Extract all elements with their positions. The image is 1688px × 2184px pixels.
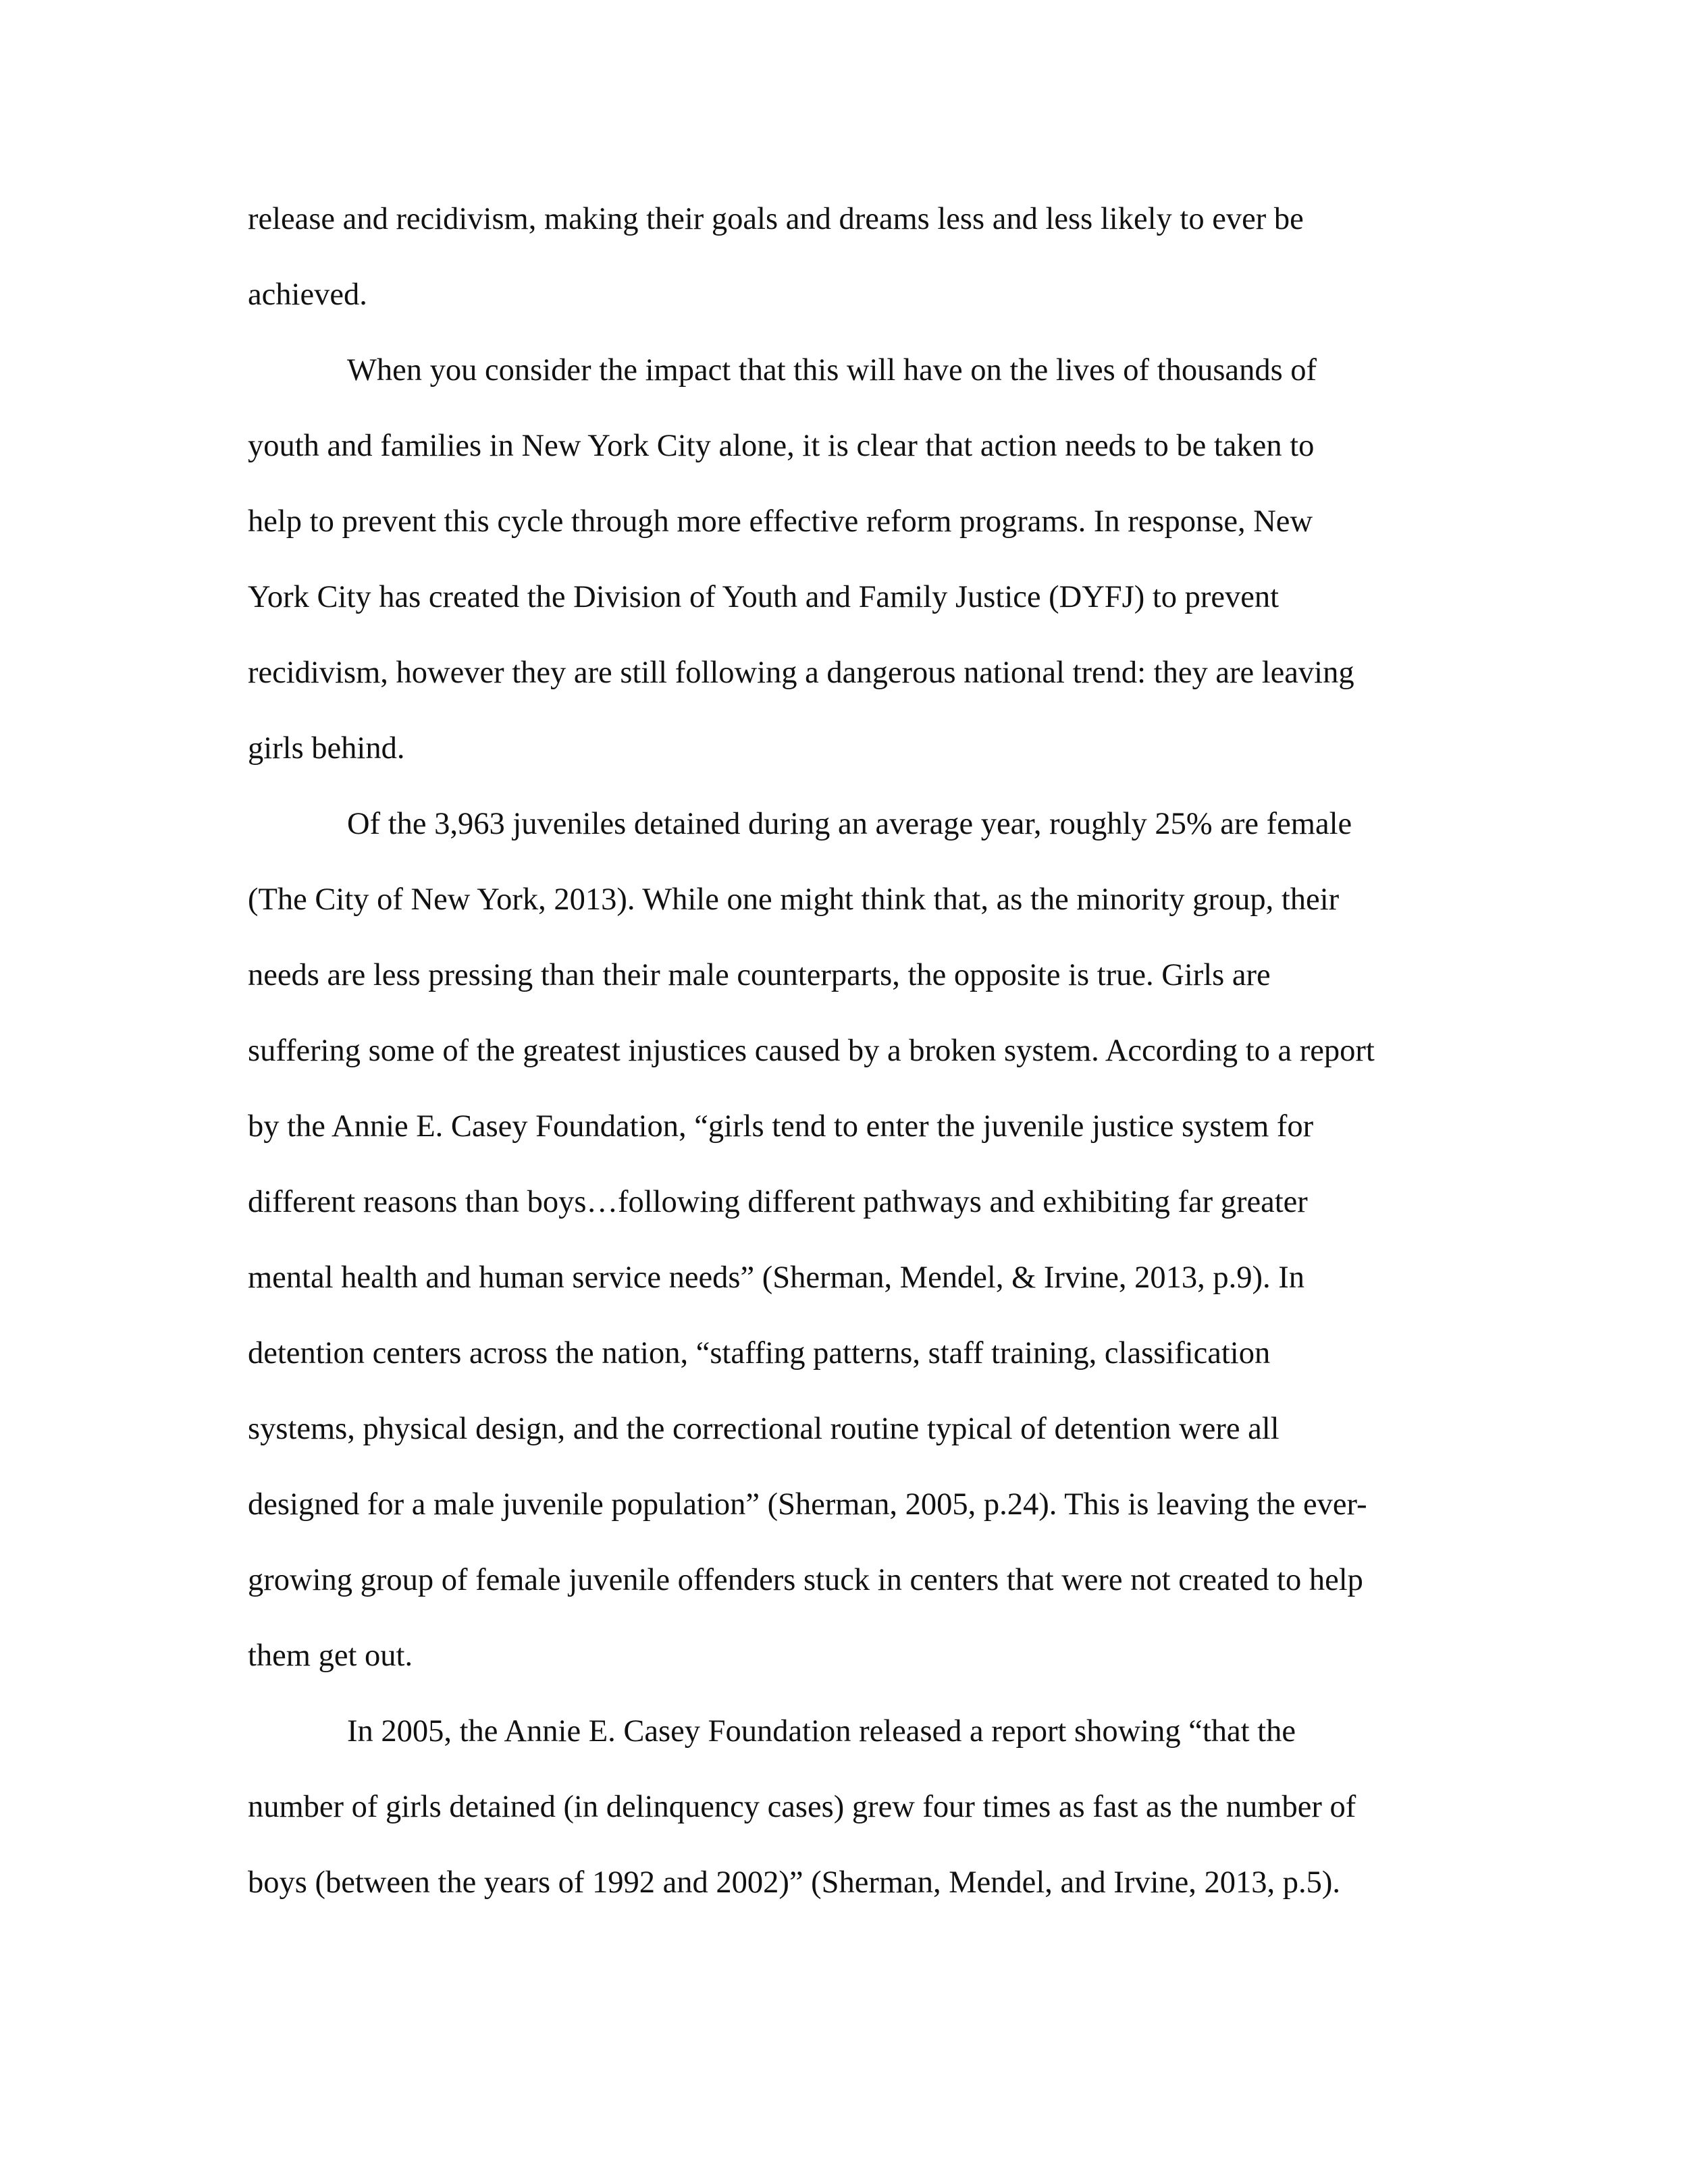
text-line-indented: Of the 3,963 juveniles detained during an average year, roughly 25% are female: [347, 807, 1352, 841]
text-line: recidivism, however they are still following a dangerous national trend: they are leaving: [248, 656, 1354, 690]
text-line: boys (between the years of 1992 and 2002)” (Sherman, Mendel, and Irvine, 2013, p.5).: [248, 1865, 1341, 1900]
text-line: systems, physical design, and the correctional routine typical of detention were all: [248, 1412, 1280, 1446]
paragraph-1: [248, 190, 1450, 342]
text-line: girls behind.: [248, 731, 405, 766]
text-line: mental health and human service needs” (Sherman, Mendel, & Irvine, 2013, p.9). In: [248, 1260, 1305, 1295]
text-line: detention centers across the nation, “staffing patterns, staff training, classification: [248, 1336, 1271, 1370]
text-line: release and recidivism, making their goals and dreams less and less likely to ever be: [248, 202, 1304, 236]
text-line: youth and families in New York City alone, it is clear that action needs to be taken to: [248, 429, 1315, 463]
text-line: by the Annie E. Casey Foundation, “girls tend to enter the juvenile justice system for: [248, 1109, 1314, 1144]
text-line: growing group of female juvenile offenders stuck in centers that were not created to help: [248, 1563, 1363, 1597]
text-line: them get out.: [248, 1639, 413, 1673]
text-line-indented: When you consider the impact that this will have on the lives of thousands of: [347, 353, 1317, 388]
text-line: designed for a male juvenile population” (Sherman, 2005, p.24). This is leaving the ever-: [248, 1487, 1367, 1522]
body-text: [248, 190, 1450, 1929]
paragraph-2: [248, 342, 1450, 795]
text-line: different reasons than boys…following different pathways and exhibiting far greater: [248, 1185, 1308, 1219]
text-line: number of girls detained (in delinquency cases) grew four times as fast as the number of: [248, 1790, 1356, 1824]
text-line: help to prevent this cycle through more effective reform programs. In response, New: [248, 504, 1313, 539]
text-line: (The City of New York, 2013). While one might think that, as the minority group, their: [248, 882, 1340, 917]
text-line: achieved.: [248, 277, 367, 312]
paragraph-4: [248, 1703, 1450, 1929]
text-line-indented: In 2005, the Annie E. Casey Foundation released a report showing “that the: [347, 1714, 1296, 1749]
text-line: needs are less pressing than their male counterparts, the opposite is true. Girls are: [248, 958, 1271, 992]
text-line: suffering some of the greatest injustices caused by a broken system. According to a report: [248, 1034, 1375, 1068]
text-line: York City has created the Division of Youth and Family Justice (DYFJ) to prevent: [248, 580, 1280, 614]
paragraph-3: [248, 795, 1450, 1703]
